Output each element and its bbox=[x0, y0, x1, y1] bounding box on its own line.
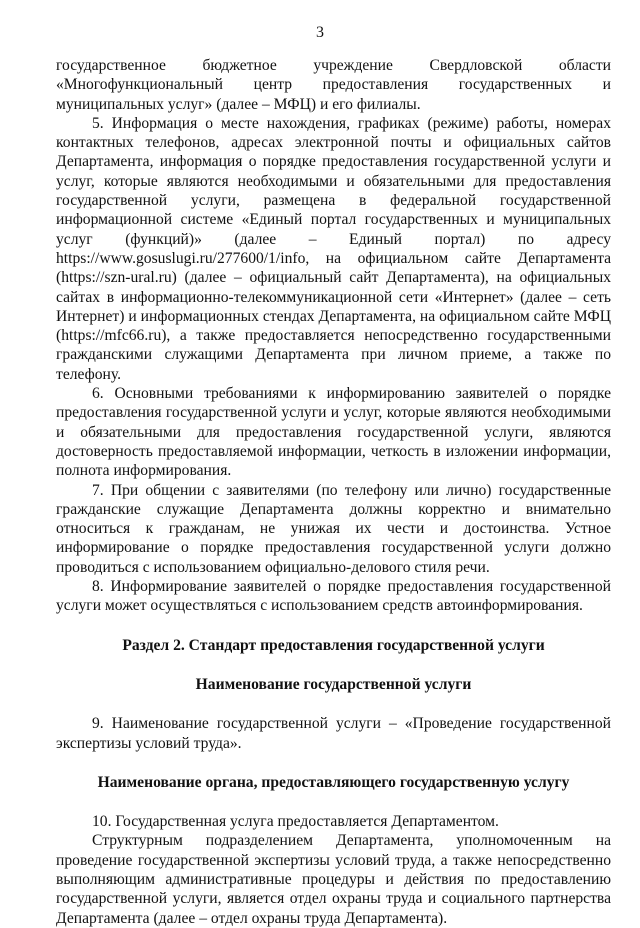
subheading-providing-body: Наименование органа, предоставляющего государственную услугу bbox=[97, 773, 570, 791]
paragraph-8: 8. Информирование заявителей о порядке предоставления государственной услуги может осуществляться с использованием средств автоинформирования. bbox=[56, 578, 611, 615]
document-body bbox=[56, 56, 611, 928]
paragraph-9: 9. Наименование государственной услуги – «Проведение государственной экспертизы условий труда». bbox=[56, 715, 611, 752]
paragraph-10-structural-unit: Структурным подразделением Департамента, уполномоченным на проведение государственной экспертизы условий труда, а также непосредственно выполняющим административные процедуры и действия по предоставлению государственной услуги, является отдел охраны труда и социального партнерства Департамента (далее – отдел охраны труда Департамента). bbox=[56, 832, 611, 927]
paragraph-7: 7. При общении с заявителями (по телефону или лично) государственные гражданские служащие Департамента должны корректно и внимательно относиться к гражданам, не унижая их чести и достоинства. Устное информирование о порядке предоставления государственной услуги должно проводиться с использованием официально-делового стиля речи. bbox=[56, 481, 611, 576]
page-number: 3 bbox=[316, 24, 324, 41]
section-heading: Раздел 2. Стандарт предоставления государственной услуги bbox=[122, 636, 545, 654]
paragraph-mfc-continuation: государственное бюджетное учреждение Свердловской области «Многофункциональный центр предоставления государственных и муниципальных услуг» (далее – МФЦ) и его филиалы. bbox=[56, 57, 611, 113]
paragraph-10: 10. Государственная услуга предоставляется Департаментом. bbox=[92, 813, 499, 831]
paragraph-6: 6. Основными требованиями к информированию заявителей о порядке предоставления государственной услуги и услуг, которые являются необходимыми и обязательными для предоставления государственной услуги, являются достоверность предоставляемой информации, четкость в изложении информации, полнота информирования. bbox=[56, 385, 611, 480]
paragraph-5: 5. Информация о месте нахождения, графиках (режиме) работы, номерах контактных телефонов, адресах электронной почты и официальных сайтов Департамента, информация о порядке предоставления государственной услуги и услуг, которые являются необходимыми и обязательными для предоставления государственной услуги, размещена в федеральной государственной информационной системе «Единый портал государственных и муниципальных услуг (функций)» (далее – Единый портал) по адресу https://www.gosuslugi.ru/277600/1/info, на официальном сайте Департамента (https://szn-ural.ru) (далее – официальный сайт Департамента), на официальных сайтах в информационно-телекоммуникационной сети «Интернет» (далее – сеть Интернет) и информационных стендах Департамента, на официальном сайте МФЦ (https://mfc66.ru), а также предоставляется непосредственно государственными гражданскими служащими Департамента при личном приеме, а также по телефону. bbox=[56, 114, 611, 383]
subheading-service-name: Наименование государственной услуги bbox=[195, 675, 472, 693]
